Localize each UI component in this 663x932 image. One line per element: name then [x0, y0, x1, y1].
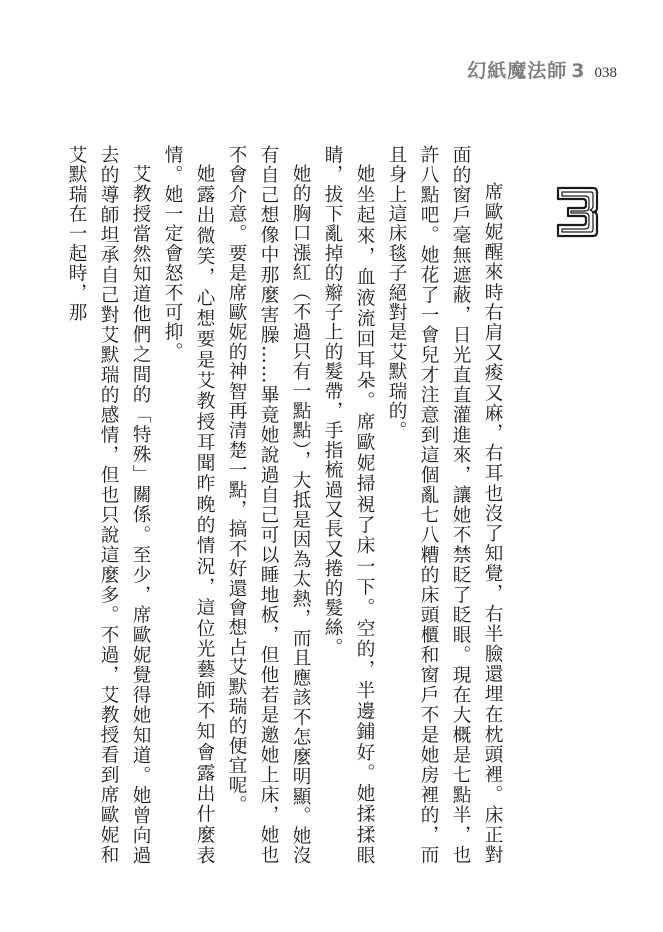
body-text [66, 145, 508, 865]
paragraph: 她露出微笑，心想要是艾教授耳聞昨晚的情況，這位光藝師不知會露出什麼表情。她一定會怒不可抑。 [162, 145, 215, 865]
book-title: 幻紙魔法師 [467, 60, 568, 82]
chapter-number-3-graphic [555, 185, 599, 239]
paragraph: 席歐妮醒來時右肩又痠又麻，右耳也沒了知覺，右半臉還埋在枕頭裡。床正對面的窗戶毫無遮蔽，日光直直灌進來，讓她不禁眨了眨眼。現在大概是七點半，也許八點吧。她花了一會兒才注意到這個亂七八糟的床頭櫃和窗戶不是她房裡的，而且身上這床毯子絕對是艾默瑞的。 [386, 145, 503, 865]
page-number: 038 [594, 65, 617, 81]
paragraph: 艾教授當然知道他們之間的「特殊」關係。至少，席歐妮覺得她知道。她曾向過去的導師坦承自己對艾默瑞的感情，但也只說這麼多。不過，艾教授看到席歐妮和艾默瑞在一起時，那 [66, 145, 151, 865]
paragraph: 她的胸口漲紅（不過只有一點點），大抵是因為太熱，而且應該不怎麼明顯。她沒有自己想像中那麼害臊……畢竟她說過自己可以睡地板，但他若是邀她上床，她也不會介意。要是席歐妮的神智再清楚一點，搞不好還會想占艾默瑞的便宜呢。 [226, 145, 311, 865]
running-header [467, 56, 617, 83]
paragraph: 她坐起來，血液流回耳朵。席歐妮掃視了床一下。空的，半邊鋪好。她揉揉眼睛，拔下亂掉的辮子上的髮帶，手指梳過又長又捲的髮絲。 [322, 145, 375, 865]
volume-number: 3 [571, 60, 585, 82]
